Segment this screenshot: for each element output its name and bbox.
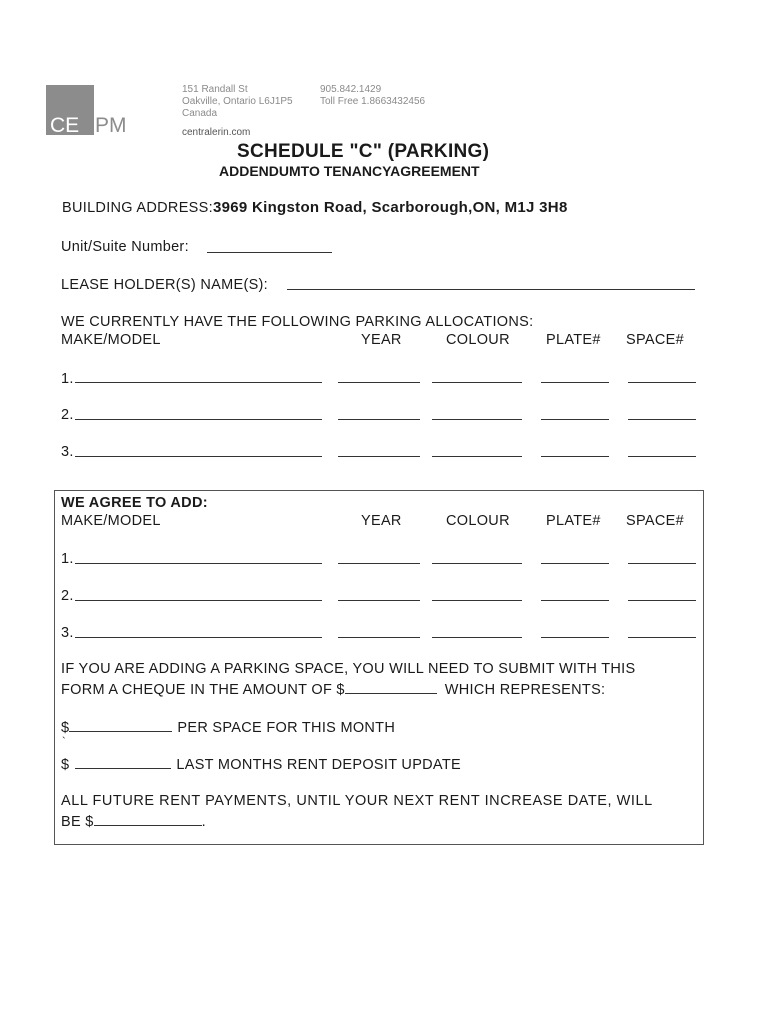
add-row-2-space-field[interactable] xyxy=(628,600,696,601)
current-row-2-make-field[interactable] xyxy=(75,419,322,420)
stray-mark: ` xyxy=(62,736,66,748)
add-row-1-year-field[interactable] xyxy=(338,563,420,564)
company-logo xyxy=(46,85,130,135)
add-row-3-number: 3. xyxy=(61,625,74,641)
current-row-3-space-field[interactable] xyxy=(628,456,696,457)
add-row-2-year-field[interactable] xyxy=(338,600,420,601)
add-row-1-make-field[interactable] xyxy=(75,563,322,564)
future-rent-period: . xyxy=(201,814,206,830)
add-row-2-colour-field[interactable] xyxy=(432,600,522,601)
lease-holder-label: LEASE HOLDER(S) NAME(S): xyxy=(61,277,269,293)
add-row-1-space-field[interactable] xyxy=(628,563,696,564)
add-row-3-year-field[interactable] xyxy=(338,637,420,638)
current-row-1-colour-field[interactable] xyxy=(432,382,522,383)
document-title: SCHEDULE "C" (PARKING) xyxy=(237,141,490,162)
add-row-2-plate-field[interactable] xyxy=(541,600,609,601)
current-row-1-year-field[interactable] xyxy=(338,382,420,383)
current-row-2-number: 2. xyxy=(61,407,74,423)
cheque-instruction-line-1: IF YOU ARE ADDING A PARKING SPACE, YOU WILL NEED TO SUBMIT WITH THIS xyxy=(61,661,636,677)
add-col-space: SPACE# xyxy=(626,513,684,529)
current-col-make-model: MAKE/MODEL xyxy=(61,332,161,348)
deposit-row xyxy=(61,754,461,774)
current-row-3-make-field[interactable] xyxy=(75,456,322,457)
deposit-label: LAST MONTHS RENT DEPOSIT UPDATE xyxy=(176,757,461,773)
building-address-label: BUILDING ADDRESS: xyxy=(62,200,213,216)
add-row-1-number: 1. xyxy=(61,551,74,567)
add-row-3-colour-field[interactable] xyxy=(432,637,522,638)
logo-text-ce: CE xyxy=(50,114,80,135)
add-heading: WE AGREE TO ADD: xyxy=(61,495,208,511)
current-row-2-colour-field[interactable] xyxy=(432,419,522,420)
add-row-3-plate-field[interactable] xyxy=(541,637,609,638)
current-row-1-make-field[interactable] xyxy=(75,382,322,383)
future-rent-line-2 xyxy=(61,811,206,831)
deposit-amount-field[interactable] xyxy=(75,754,171,769)
current-row-2-plate-field[interactable] xyxy=(541,419,609,420)
unit-field[interactable] xyxy=(207,252,332,253)
future-rent-line-1: ALL FUTURE RENT PAYMENTS, UNTIL YOUR NEXT RENT INCREASE DATE, WILL xyxy=(61,793,653,809)
current-row-3-plate-field[interactable] xyxy=(541,456,609,457)
cheque-instruction-line-2 xyxy=(61,679,605,699)
current-row-1-space-field[interactable] xyxy=(628,382,696,383)
toll-free-number: Toll Free 1.8663432456 xyxy=(320,96,426,107)
current-row-3-colour-field[interactable] xyxy=(432,456,522,457)
add-col-make-model: MAKE/MODEL xyxy=(61,513,161,529)
current-row-1-plate-field[interactable] xyxy=(541,382,609,383)
current-allocations-heading: WE CURRENTLY HAVE THE FOLLOWING PARKING ALLOCATIONS: xyxy=(61,314,534,330)
add-row-3-space-field[interactable] xyxy=(628,637,696,638)
future-rent-prefix: BE $ xyxy=(61,814,94,830)
cheque-amount-field[interactable] xyxy=(345,679,437,694)
address-line-2: Oakville, Ontario L6J1P5 xyxy=(182,96,293,107)
add-row-3-make-field[interactable] xyxy=(75,637,322,638)
address-line-1: 151 Randall St xyxy=(182,84,248,95)
add-row-2-number: 2. xyxy=(61,588,74,604)
current-col-space: SPACE# xyxy=(626,332,684,348)
deposit-dollar: $ xyxy=(61,757,70,773)
per-space-row xyxy=(61,717,395,737)
add-col-colour: COLOUR xyxy=(446,513,510,529)
current-row-2-year-field[interactable] xyxy=(338,419,420,420)
current-row-3-year-field[interactable] xyxy=(338,456,420,457)
current-row-3-number: 3. xyxy=(61,444,74,460)
unit-label: Unit/Suite Number: xyxy=(61,239,189,255)
cheque-amount-label: FORM A CHEQUE IN THE AMOUNT OF $ xyxy=(61,682,345,698)
building-address-value: 3969 Kingston Road, Scarborough,ON, M1J 3H8 xyxy=(212,199,568,216)
future-rent-amount-field[interactable] xyxy=(94,811,202,826)
building-address-row xyxy=(62,199,568,217)
website-link[interactable]: centralerin.com xyxy=(182,127,251,138)
document-subtitle: ADDENDUMTO TENANCYAGREEMENT xyxy=(219,163,480,179)
cheque-represents-label: WHICH REPRESENTS: xyxy=(444,682,606,698)
add-col-year: YEAR xyxy=(361,513,402,529)
per-space-label: PER SPACE FOR THIS MONTH xyxy=(177,720,396,736)
per-space-amount-field[interactable] xyxy=(69,717,172,732)
current-row-2-space-field[interactable] xyxy=(628,419,696,420)
add-row-2-make-field[interactable] xyxy=(75,600,322,601)
address-line-3: Canada xyxy=(182,108,218,119)
logo-text-pm: PM xyxy=(95,114,127,135)
current-col-colour: COLOUR xyxy=(446,332,510,348)
current-col-year: YEAR xyxy=(361,332,402,348)
current-col-plate: PLATE# xyxy=(546,332,601,348)
add-row-1-colour-field[interactable] xyxy=(432,563,522,564)
lease-holder-field[interactable] xyxy=(287,289,695,290)
add-col-plate: PLATE# xyxy=(546,513,601,529)
phone-number: 905.842.1429 xyxy=(320,84,382,95)
add-row-1-plate-field[interactable] xyxy=(541,563,609,564)
current-row-1-number: 1. xyxy=(61,371,74,387)
per-space-dollar: $ xyxy=(61,720,70,736)
